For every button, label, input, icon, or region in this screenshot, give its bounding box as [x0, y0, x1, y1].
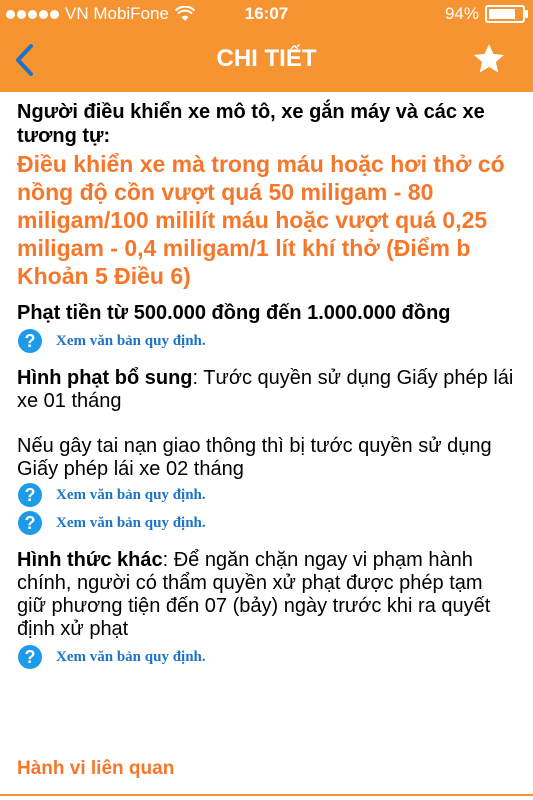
- question-icon: ?: [18, 645, 42, 669]
- subject-text: Người điều khiển xe mô tô, xe gắn máy và các xe tương tự:: [17, 101, 485, 147]
- question-icon: ?: [18, 511, 42, 535]
- link-label: Xem văn bản quy định.: [56, 648, 206, 665]
- other-label: Hình thức khác: [17, 549, 163, 571]
- page-title: CHI TIẾT: [216, 45, 317, 72]
- star-icon: [471, 41, 507, 77]
- link-label: Xem văn bản quy định.: [56, 332, 206, 349]
- top-bar: [0, 0, 533, 92]
- violation-text: Điều khiển xe mà trong máu hoặc hơi thở có nồng độ cồn vượt quá 50 miligam - 80 miligam/100 mililít máu hoặc vượt quá 0,25 miligam - 0,4 miligam/1 lít khí thở (Điểm b Khoản 5 Điều 6): [17, 151, 505, 289]
- link-label: Xem văn bản quy định.: [56, 514, 206, 531]
- status-time: 16:07: [244, 4, 289, 23]
- supplement-paragraph-2: Nếu gây tai nạn giao thông thì bị tước quyền sử dụng Giấy phép lái xe 02 tháng: [17, 435, 492, 480]
- fine-text: Phạt tiền từ 500.000 đồng đến 1.000.000 đồng: [17, 302, 451, 324]
- view-regulation-link[interactable]: [17, 643, 517, 671]
- supplement-text: : Tước quyền sử dụng Giấy phép lái xe 01 tháng: [17, 367, 514, 412]
- nav-bar: [0, 28, 533, 92]
- related-behaviors-link[interactable]: Hành vi liên quan: [17, 758, 175, 779]
- favorite-button[interactable]: [471, 41, 507, 77]
- battery-info: [445, 4, 525, 24]
- other-paragraph: [17, 549, 517, 641]
- link-label: Xem văn bản quy định.: [56, 486, 206, 503]
- view-regulation-link[interactable]: [17, 481, 517, 509]
- view-regulation-link[interactable]: [17, 509, 517, 537]
- carrier-name: VN MobiFone: [65, 4, 169, 23]
- battery-percent: 94%: [444, 4, 479, 23]
- supplement-label: Hình phạt bổ sung: [17, 367, 193, 389]
- divider: [0, 794, 533, 796]
- supplement-paragraph: [17, 367, 517, 413]
- view-regulation-link[interactable]: [17, 327, 517, 355]
- other-text: : Để ngăn chặn ngay vi phạm hành chính, người có thẩm quyền xử phạt được phép tạm giữ phương tiện đến 07 (bảy) ngày trước khi ra quyết định xử phạt: [17, 549, 491, 640]
- detail-content: [17, 100, 517, 671]
- status-bar: [0, 0, 533, 28]
- battery-icon: [485, 5, 525, 23]
- question-icon: ?: [18, 329, 42, 353]
- question-icon: ?: [18, 483, 42, 507]
